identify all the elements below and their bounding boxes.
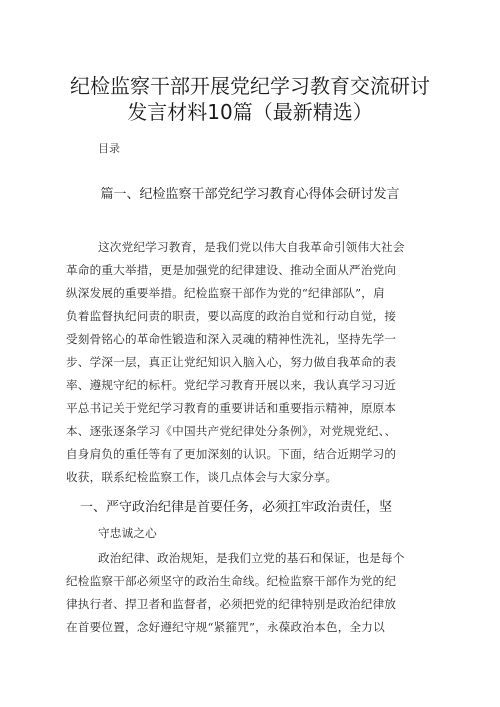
paragraph-1-line-8: 平总书记关于党纪学习教育的重要讲话和重要指示精神，原原本	[66, 401, 397, 415]
section-heading: 篇一、纪检监察干部党纪学习教育心得体会研讨发言	[100, 187, 400, 202]
toc-label: 目录	[98, 142, 120, 155]
paragraph-2-line-3: 律执行者、捍卫者和监督者，必须把党的纪律特别是政治纪律放	[66, 597, 397, 611]
paragraph-1-line-5: 受刻骨铭心的革命性锻造和深入灵魂的精神性洗礼，坚持先学一	[66, 332, 397, 346]
paragraph-1-line-1: 这次党纪学习教育，是我们党以伟大自我革命引领伟大社会	[98, 240, 405, 254]
paragraph-1-line-4: 负着监督执纪问责的职责，要以高度的政治自觉和行动自觉，接	[66, 309, 397, 323]
document-title-line-2: 发言材料10篇（最新精选）	[127, 100, 373, 124]
paragraph-2-line-2: 纪检监察干部必须坚守的政治生命线。纪检监察干部作为党的纪	[66, 574, 397, 588]
paragraph-1-line-10: 自身肩负的重任等有了更加深刻的认识。下面，结合近期学习的	[66, 447, 397, 461]
paragraph-1-line-7: 率、遵规守纪的标杆。党纪学习教育开展以来，我认真学习习近	[66, 378, 397, 392]
paragraph-1-line-2: 革命的重大举措，更是加强党的纪律建设、推动全面从严治党向	[66, 263, 397, 277]
subheading-1-line-1: 一、严守政治纪律是首要任务，必须扛牢政治责任，坚	[80, 500, 393, 515]
document-title-line-1: 纪检监察干部开展党纪学习教育交流研讨	[70, 74, 430, 98]
paragraph-1-line-11: 收获，联系纪检监察工作，谈几点体会与大家分享。	[66, 470, 338, 484]
paragraph-2-line-1: 政治纪律、政治规矩，是我们立党的基石和保证，也是每个	[98, 551, 405, 565]
paragraph-1-line-6: 步、学深一层，真正让党纪知识入脑入心，努力做自我革命的表	[66, 355, 397, 369]
paragraph-2-line-4: 在首要位置，念好遵纪守规“紧箍咒”，永葆政治本色，全力以	[66, 620, 385, 634]
paragraph-1-line-3: 纵深发展的重要举措。纪检监察干部作为党的“纪律部队”，肩	[66, 286, 385, 300]
paragraph-1-line-9: 本、逐张逐条学习《中国共产党纪律处分条例》，对党规党纪、、	[66, 424, 397, 438]
subheading-1-line-2: 守忠诚之心	[98, 526, 157, 540]
